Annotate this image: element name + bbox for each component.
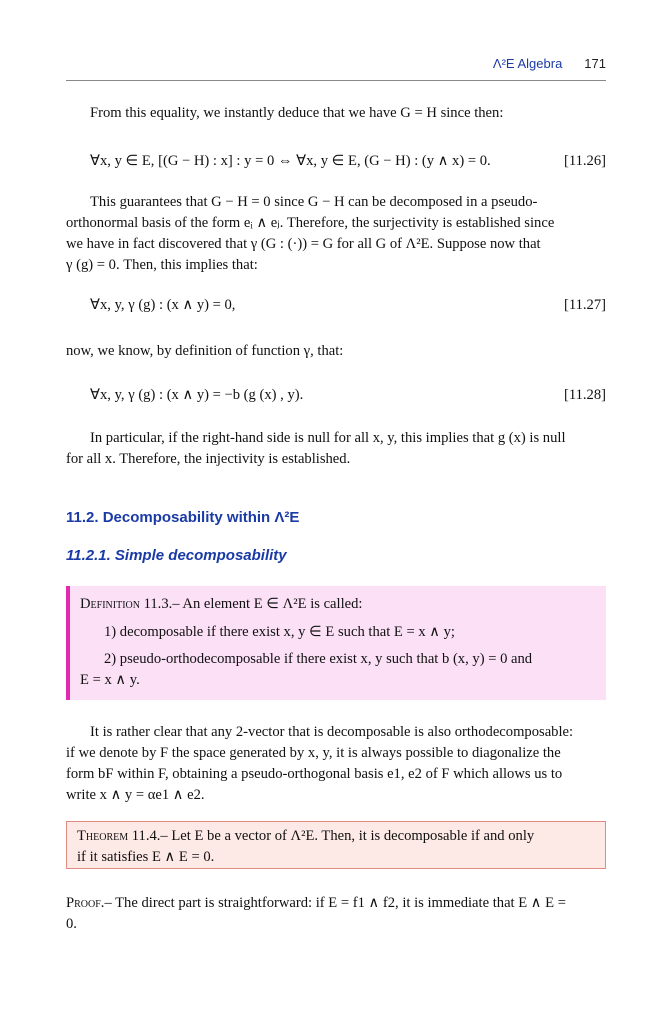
paragraph-2: [66, 192, 606, 276]
proof-label: Proof.–: [66, 895, 112, 911]
paragraph-2-line-1: This guarantees that G − H = 0 since G − H can be decomposed in a pseudo-: [90, 194, 538, 210]
paragraph-5: [66, 722, 606, 806]
proof-line-1: [66, 893, 606, 914]
equation-body: ∀x, y, γ (g) : (x ∧ y) = −b (g (x) , y).: [90, 387, 304, 403]
running-header: [493, 56, 606, 71]
paragraph-2-line-4: γ (g) = 0. Then, this implies that:: [66, 257, 258, 273]
paragraph-5-line-4: write x ∧ y = αe1 ∧ e2.: [66, 787, 205, 803]
definition-item-2: 2) pseudo-orthodecomposable if there exist x, y such that b (x, y) = 0 and: [104, 651, 533, 667]
equation-11-27: [90, 295, 606, 315]
header-rule: [66, 80, 606, 81]
equation-number: [11.26]: [563, 153, 606, 169]
paragraph-4-line-1: In particular, if the right-hand side is null for all x, y, this implies that g (x) is null: [90, 430, 566, 446]
paragraph-2-line-2: orthonormal basis of the form eᵢ ∧ eⱼ. Therefore, the surjectivity is established since: [66, 215, 555, 231]
proof-text: The direct part is straightforward: if E = f1 ∧ f2, it is immediate that E ∧ E =: [115, 895, 566, 911]
definition-label: Definition 11.3.–: [80, 596, 180, 612]
section-heading: 11.2. Decomposability within Λ²E: [66, 509, 300, 526]
theorem-text: Let E be a vector of Λ²E. Then, it is decomposable if and only: [171, 828, 535, 844]
proof-line-2: 0.: [66, 916, 77, 932]
page-number: 171: [584, 56, 606, 71]
proof-paragraph: [66, 893, 606, 935]
paragraph-3: now, we know, by definition of function γ, that:: [66, 343, 344, 359]
paragraph-5-line-1: It is rather clear that any 2-vector that is decomposable is also orthodecomposable:: [90, 724, 574, 740]
equation-number: [11.27]: [563, 297, 606, 313]
theorem-box: [66, 821, 606, 869]
definition-box: [66, 586, 606, 700]
theorem-label: Theorem 11.4.–: [77, 828, 168, 844]
definition-first-line: [80, 594, 594, 615]
header-title: Λ²E Algebra: [492, 56, 563, 71]
paragraph-1: From this equality, we instantly deduce that we have G = H since then:: [90, 105, 504, 121]
equation-body: ∀x, y, γ (g) : (x ∧ y) = 0,: [90, 297, 236, 313]
subsection-heading: 11.2.1. Simple decomposability: [66, 547, 287, 564]
paragraph-4: [66, 428, 606, 470]
definition-item-1: 1) decomposable if there exist x, y ∈ E such that E = x ∧ y;: [104, 624, 455, 640]
paragraph-5-line-2: if we denote by F the space generated by x, y, it is always possible to diagonalize the: [66, 745, 561, 761]
equation-body: ∀x, y ∈ E, [(G − H) : x] : y = 0 ⇔ ∀x, y ∈ E, (G − H) : (y ∧ x) = 0.: [90, 153, 491, 169]
equation-11-26: [90, 151, 606, 171]
theorem-line-1: [77, 826, 595, 847]
paragraph-5-line-3: form bF within F, obtaining a pseudo-orthogonal basis e1, e2 of F which allows us to: [66, 766, 563, 782]
definition-item-2-cont: E = x ∧ y.: [80, 672, 140, 688]
definition-intro: An element E ∈ Λ²E is called:: [182, 596, 363, 612]
paragraph-2-line-3: we have in fact discovered that γ (G : (·)) = G for all G of Λ²E. Suppose now that: [66, 236, 541, 252]
theorem-line-2: if it satisfies E ∧ E = 0.: [77, 849, 215, 865]
equation-11-28: [90, 385, 606, 405]
paragraph-4-line-2: for all x. Therefore, the injectivity is established.: [66, 451, 351, 467]
equation-number: [11.28]: [563, 387, 606, 403]
